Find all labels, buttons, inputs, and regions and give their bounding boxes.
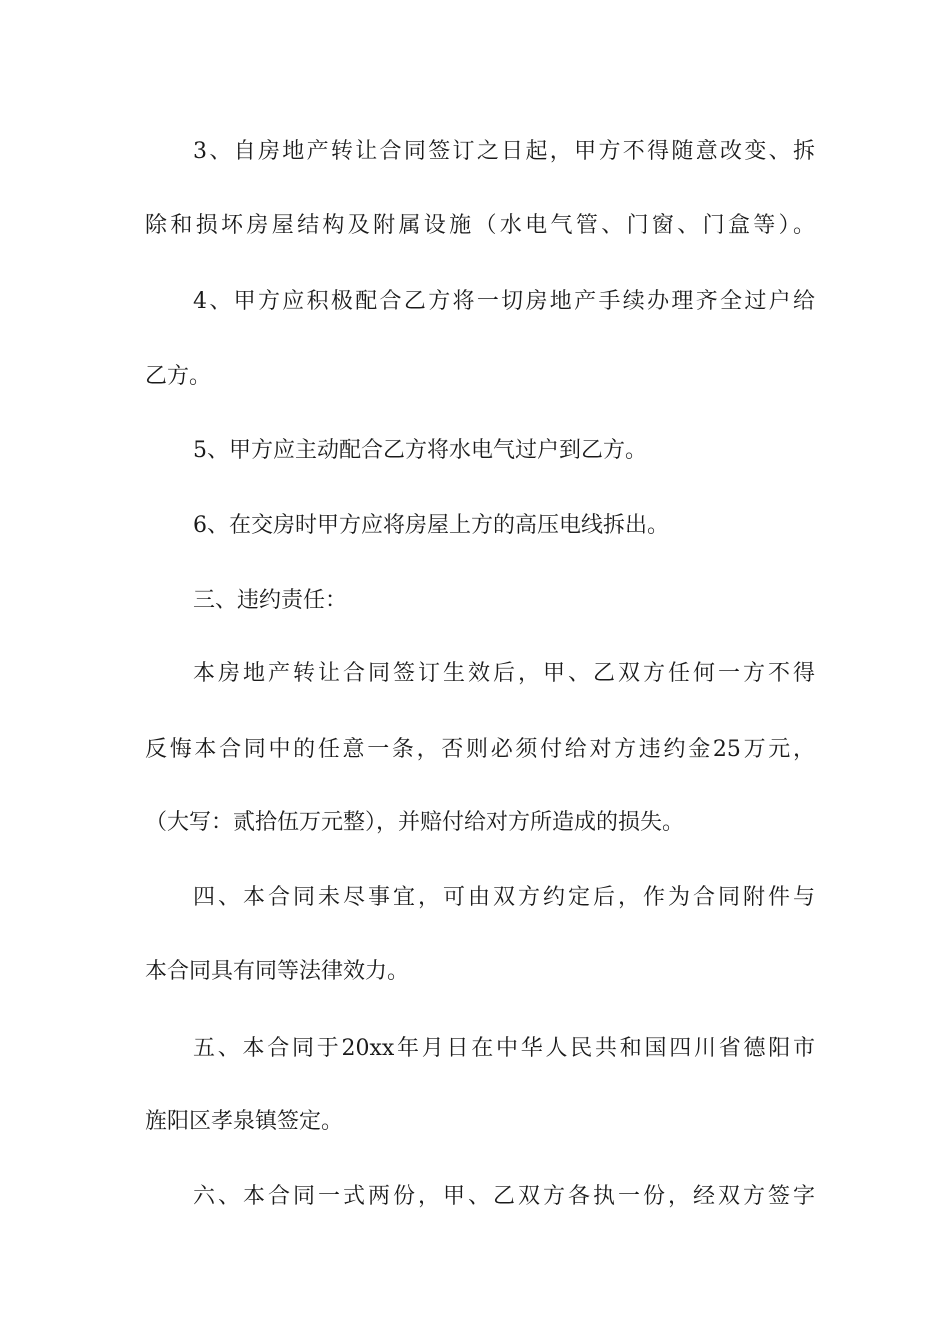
- section-heading: 三、违约责任：: [193, 588, 348, 613]
- paragraph-line: 本合同具有同等法律效力。: [145, 959, 410, 984]
- paragraph-line: 4、甲方应积极配合乙方将一切房地产手续办理齐全过户给: [193, 289, 815, 314]
- paragraph-line: （大写：贰拾伍万元整），并赔付给对方所造成的损失。: [145, 810, 685, 835]
- paragraph-line: 除和损坏房屋结构及附属设施（水电气管、门窗、门盒等）。: [145, 213, 815, 238]
- paragraph-line: 乙方。: [145, 364, 212, 389]
- paragraph-line: 6、在交房时甲方应将房屋上方的高压电线拆出。: [193, 513, 669, 538]
- paragraph-line: 反悔本合同中的任意一条，否则必须付给对方违约金25万元，: [145, 737, 815, 762]
- paragraph-line: 旌阳区孝泉镇签定。: [145, 1109, 344, 1134]
- paragraph-line: 四、本合同未尽事宜，可由双方约定后，作为合同附件与: [193, 885, 815, 910]
- paragraph-line: 3、自房地产转让合同签订之日起，甲方不得随意改变、拆: [193, 139, 815, 164]
- paragraph-line: 六、本合同一式两份，甲、乙双方各执一份，经双方签字: [193, 1184, 815, 1209]
- paragraph-line: 五、本合同于20xx年月日在中华人民共和国四川省德阳市: [193, 1036, 815, 1061]
- paragraph-line: 本房地产转让合同签订生效后，甲、乙双方任何一方不得: [193, 661, 815, 686]
- paragraph-line: 5、甲方应主动配合乙方将水电气过户到乙方。: [193, 438, 647, 463]
